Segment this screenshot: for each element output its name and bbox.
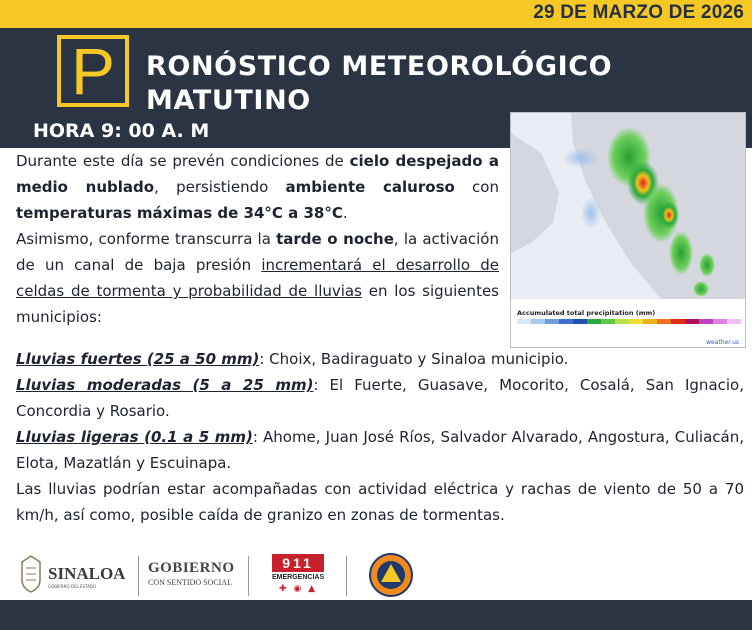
rain-heavy-municipalities: : Choix, Badiraguato y Sinaloa municipio.	[259, 350, 569, 368]
sinaloa-logo	[20, 554, 132, 596]
logo-divider	[346, 556, 347, 596]
rain-moderate	[16, 372, 744, 424]
rain-moderate-label: Lluvias moderadas (5 a 25 mm)	[16, 376, 314, 394]
map-brand: weather.us	[706, 339, 739, 346]
gobierno-subtitle: CON SENTIDO SOCIAL	[148, 578, 232, 587]
closing-note: Las lluvias podrían estar acompañadas con actividad eléctrica y rachas de viento de 50 a 70 km/h, así como, posible caída de granizo en zonas de tormentas.	[16, 480, 744, 524]
text: en los siguientes municipios:	[16, 282, 499, 326]
map-legend-title: Accumulated total precipitation (mm)	[517, 309, 656, 317]
bulletin-date: 29 DE MARZO DE 2026	[533, 2, 744, 23]
civil-protection-icon	[368, 552, 414, 598]
text: con	[454, 178, 499, 196]
rain-heavy	[16, 346, 744, 372]
logo-divider	[138, 556, 139, 596]
rain-light	[16, 424, 744, 476]
text: .	[342, 204, 348, 222]
text: , persistiendo	[154, 178, 286, 196]
bottom-bar	[0, 600, 752, 630]
footer-logos	[0, 548, 752, 598]
rain-light-label: Lluvias ligeras (0.1 a 5 mm)	[16, 428, 253, 446]
paragraph-conditions	[16, 148, 499, 226]
emergency-label: EMERGENCIAS	[272, 574, 325, 581]
emergency-911-logo	[272, 554, 324, 598]
title-line-1: RONÓSTICO METEOROLÓGICO	[146, 51, 613, 82]
emergency-number: 911	[272, 554, 324, 572]
emphasis: ambiente caluroso	[285, 178, 455, 196]
emphasis: cielo despejado a medio nublado	[16, 152, 499, 196]
sinaloa-wordmark: SINALOA	[48, 564, 126, 583]
top-date-bar	[0, 0, 752, 28]
emphasis: tarde o noche	[276, 230, 394, 248]
text: , la activación de un canal de baja presión	[16, 230, 499, 274]
title-line-2: MATUTINO	[146, 85, 311, 116]
rain-heavy-label: Lluvias fuertes (25 a 50 mm)	[16, 350, 260, 368]
page-title	[146, 50, 612, 118]
bulletin-time: HORA 9: 00 A. M	[33, 120, 210, 142]
logo-divider	[248, 556, 249, 596]
precipitation-color-scale	[517, 319, 741, 324]
underlined-text: incrementará el desarrollo de celdas de tormenta y probabilidad de lluvias	[16, 256, 499, 300]
forecast-intro	[16, 148, 499, 330]
rain-forecast	[16, 346, 744, 528]
rain-light-municipalities: : Ahome, Juan José Ríos, Salvador Alvarado, Angostura, Culiacán, Elota, Mazatlán y Escuinapa.	[16, 428, 744, 472]
text: Asimismo, conforme transcurra la	[16, 230, 277, 248]
precipitation-map	[510, 112, 746, 348]
title-initial-letter: P	[70, 34, 116, 108]
emphasis: temperaturas máximas de 34°C a 38°C	[16, 204, 343, 222]
title-initial-box	[57, 35, 129, 107]
paragraph-low-pressure	[16, 226, 499, 330]
state-shield-icon	[20, 554, 42, 594]
text: Durante este día se prevén condiciones de	[16, 152, 350, 170]
rain-moderate-municipalities: : El Fuerte, Guasave, Mocorito, Cosalá, San Ignacio, Concordia y Rosario.	[16, 376, 744, 420]
sinaloa-subtitle: GOBIERNO DEL ESTADO	[48, 584, 97, 589]
gobierno-wordmark: GOBIERNO	[148, 560, 235, 576]
emergency-services-icon: ✚ ◉ ▲	[278, 584, 318, 594]
